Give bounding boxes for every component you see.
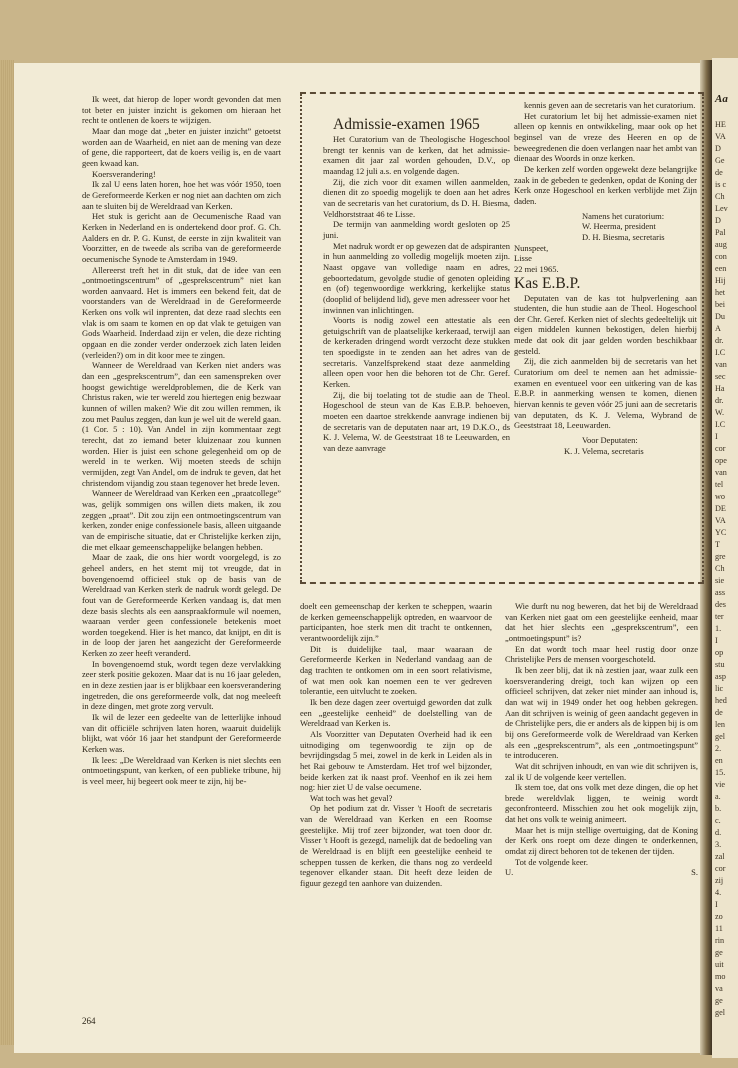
admission-exam-notice: Admissie-examen 1965 Het Curatorium van de Theologische Hogeschool brengt ter kennis van de kerken, dat het admissie-examen dit jaar zal worden gehouden, D.V., op maandag 12 juli a.s. en volgende dagen. Zij, die zich voor dit examen willen aanmelden, dienen dit zo spoedig mogelijk te doen aan het adres van de secretaris van het curatorium, ds D. H. Biesma, Veldhorststraat 46 te Lisse. De termijn van aanmelding wordt gesloten op 25 juni. Met nadruk wordt er op gewezen dat de adspiranten in hun aanmelding zo volledig mogelijk moeten zijn. Naast opgave van volledige naam en adres, geboortedatum, gevolgde studie of genoten opleiding en (of) tegenwoordige werkkring, kerkelijke status (dooplid of belijdend lid), geve men adresseer voor het inwinnen van inlichtingen. Voorts is nodig zowel een attestatie als een getuigschrift van de plaatselijke kerkeraad, terwijl aan de kerkeraden dringend wordt verzocht deze stukken ten spoedigste in te zenden aan het adres van de secretaris. Vanzelfsprekend staat deze aanmelding alleen open voor hen die behoren tot de Chr. Geref. Kerken. Zij, die bij toelating tot de studie aan de Theol. Hogeschool de steun van de Kas E.B.P. behoeven, moeten een daartoe strekkende aanvrage indienen bij de secretaris van de deputaten naar art, 19 D.K.O., ds K. J. Velema, W. de Geeststraat 18 te Leeuwarden, en van deze aanvrage bbox=[323, 116, 510, 454]
right-page-line: des bbox=[715, 600, 726, 609]
right-page-line: ge bbox=[715, 996, 723, 1005]
right-page-line: de bbox=[715, 168, 723, 177]
right-page-line: aug bbox=[715, 240, 727, 249]
right-page-line: a. bbox=[715, 792, 721, 801]
right-page-line: va bbox=[715, 984, 723, 993]
right-page-line: con bbox=[715, 252, 727, 261]
right-page-line: vie bbox=[715, 780, 726, 789]
right-page-line: Ge bbox=[715, 156, 725, 165]
right-page-line: d. bbox=[715, 828, 722, 837]
right-page-line: c. bbox=[715, 816, 721, 825]
right-page-line: het bbox=[715, 288, 726, 297]
right-page-line: ass bbox=[715, 588, 726, 597]
right-page-line: Hij bbox=[715, 276, 726, 285]
right-page-line: de bbox=[715, 708, 723, 717]
right-page-line: zo bbox=[715, 912, 723, 921]
right-page-line: tel bbox=[715, 480, 724, 489]
right-page-line: Pal bbox=[715, 228, 726, 237]
right-page-line: bei bbox=[715, 300, 726, 309]
right-page-line: ope bbox=[715, 456, 727, 465]
right-page-line: W. bbox=[715, 408, 725, 417]
article-column-3: Wie durft nu nog beweren, dat het bij de Wereldraad van Kerken niet gaat om een geestelijke eenheid, maar dat het hier slechts een „gesprekscentrum”, een „ontmoetingspunt” is? En dat wordt toch maar heel rustig door onze Christelijke Pers de mensen voorgeschoteld. Ik ben zeer blij, dat ik nà zestien jaar, waar zulk een koersverandering dreigt, toch kan wijzen op een officieel schrijven, dat zeker niet minder aan inhoud is, dan wat wij in 1949 onder het oog hebben gekregen. Aan dit schrijven is weinig of geen aandacht gegeven in de Christelijke pers, die er anders als de kippen bij is om bij ons Gereformeerde volk de Wereldraad van Kerken als een „gesprekscentrum”, als een „ontmoetingspunt” te introduceren. Wat dit schrijven inhoudt, en van wie dit schrijven is, zal ik U de volgende keer vertellen. Ik stem toe, dat ons volk met deze dingen, die op het brede wereldvlak liggen, te weinig wordt geconfronteerd. Misschien zou het ook mogelijk zijn, dat het ons volk te weinig animeert. Maar het is mijn stellige overtuiging, dat de Koning der Kerk ons roept om deze dingen te onderkennen, omdat zij direct behoren tot de tekenen der tijden. Tot de volgende keer. U. S. bbox=[505, 601, 698, 878]
right-page-line: dr. bbox=[715, 396, 724, 405]
right-page-line: sec bbox=[715, 372, 726, 381]
right-page-line: ter bbox=[715, 612, 724, 621]
kas-ebp-notice: kennis geven aan de secretaris van het curatorium. Het curatorium let bij het admissie-examen niet alleen op kennis en ontwikkeling, maar ook op het beginsel van de vreze des Heeren en op de beweegredenen die doen verlangen naar het ambt van dienaar des Woords in onze kerken. De kerken zelf worden opgewekt deze belangrijke zaak in de gebeden te gedenken, opdat de Koning der Kerk onze Hogeschool en kerken verblijde met Zijn daden. Namens het curatorium: W. Heerma, president D. H. Biesma, secretaris Nunspeet, Lisse 22 mei 1965. Kas E.B.P. Deputaten van de kas tot hulpverlening aan studenten, die hun studie aan de Theol. Hogeschool der Chr. Geref. Kerken niet of slechts gedeeltelijk uit eigen middelen kunnen bekostigen, delen hierbij mede dat ook dit jaar gelden worden beschikbaar gesteld. Zij, die zich aanmelden bij de secretaris van het Curatorium om deel te nemen aan het admissie-examen en eventueel voor een uitkering van de kas E.B.P. in aanmerking wensen te komen, dienen hiervan kennis te geven vóór 25 juni aan de secretaris van deputaten, ds K. J. Velema, Wybrand de Geeststraat 18, Leeuwarden. Voor Deputaten: K. J. Velema, secretaris bbox=[514, 100, 697, 456]
right-page-line: cor bbox=[715, 864, 726, 873]
right-page-line: sie bbox=[715, 576, 725, 585]
right-page-line: A bbox=[715, 324, 721, 333]
right-page-line: gre bbox=[715, 552, 726, 561]
right-page-line: b. bbox=[715, 804, 722, 813]
right-page-line: DE bbox=[715, 504, 726, 513]
right-page-line: ge bbox=[715, 948, 723, 957]
article-column-2: doelt een gemeenschap der kerken te scheppen, waarin de kerken gemeenschappelijk optreden, en waarvoor de participanten, hoe sterk men dit tracht te ontkennen, verantwoordelijk zijn.” Dit is duidelijke taal, maar waaraan de Gereformeerde Kerken in Nederland vandaag aan de dag trachten te ontkomen om in een soort relativisme, of wat men ook kan noemen een te ver gedreven tolerantie, een uitvlucht te zoeken. Ik ben deze dagen zeer overtuigd geworden dat zulk een „geestelijke eenheid” de doelstelling van de Wereldraad van Kerken is. Als Voorzitter van Deputaten Overheid had ik een uitnodiging om tegenwoordig te zijn op de bevrijdingsdag 5 mei, zowel in de kerk in Leiden als in het Rai gebouw te Amsterdam. Het trof wel bijzonder, beide kerken zat ik naast prof. Veenhof en ik zei hem nog: hier ziet U de valse oecumene. Wat toch was het geval? Op het podium zat dr. Visser 't Hooft de secretaris van de Wereldraad van Kerken en een Roomse geestelijke. Mij trof zeer bijzonder, wat toen door dr. Visser 't Hooft is gezegd, namelijk dat de bedoeling van de Wereldraad is en blijft een geestelijke eenheid te scheppen tussen de kerken, die thans nog zo verdeeld tegenover elkander staan. Dit heeft deze leiden de figuur gezegd ten aanhore van duizenden. bbox=[300, 601, 492, 889]
right-page-line: 1. bbox=[715, 624, 722, 633]
right-page-line: D bbox=[715, 216, 721, 225]
right-page-line: asp bbox=[715, 672, 726, 681]
right-page-line: Du bbox=[715, 312, 726, 321]
right-page-line: zal bbox=[715, 852, 725, 861]
deputaten-signature: Voor Deputaten: bbox=[582, 435, 638, 446]
right-page-line: len bbox=[715, 720, 726, 729]
right-page-line: zij bbox=[715, 876, 724, 885]
curatorium-signature: Namens het curatorium: bbox=[582, 210, 665, 221]
right-page-line: D bbox=[715, 144, 721, 153]
right-page-line: I bbox=[715, 432, 718, 441]
right-page-line: hed bbox=[715, 696, 727, 705]
right-page-line: een bbox=[715, 264, 727, 273]
right-page-line: I bbox=[715, 900, 718, 909]
right-page-line: gel bbox=[715, 1008, 726, 1017]
right-page-line: VA bbox=[715, 132, 726, 141]
right-page-line: 11 bbox=[715, 924, 723, 933]
right-page-line: HE bbox=[715, 120, 726, 129]
right-page-line: uit bbox=[715, 960, 724, 969]
right-page-line: 15. bbox=[715, 768, 726, 777]
right-page-line: YC bbox=[715, 528, 727, 537]
right-page-line: rin bbox=[715, 936, 725, 945]
right-page-line: cor bbox=[715, 444, 726, 453]
article-signature: U. S. bbox=[505, 867, 698, 878]
right-page-line: op bbox=[715, 648, 724, 657]
right-page-line: wo bbox=[715, 492, 726, 501]
right-page-line: I.C bbox=[715, 348, 726, 357]
right-page-line: lic bbox=[715, 684, 724, 693]
right-page-line: en bbox=[715, 756, 723, 765]
page-edges bbox=[0, 60, 14, 1045]
right-page-fragment bbox=[712, 58, 738, 1058]
right-page-line: van bbox=[715, 468, 727, 477]
right-page-line: stu bbox=[715, 660, 725, 669]
right-page-line: Ch bbox=[715, 564, 725, 573]
right-page-line: T bbox=[715, 540, 721, 549]
right-page-line: mo bbox=[715, 972, 726, 981]
right-page-line: 2. bbox=[715, 744, 722, 753]
page-number: 264 bbox=[82, 1016, 96, 1026]
kas-ebp-title: Kas E.B.P. bbox=[514, 274, 581, 292]
right-page-line: Ha bbox=[715, 384, 725, 393]
right-page-line: Ch bbox=[715, 192, 725, 201]
right-page-line: VA bbox=[715, 516, 726, 525]
right-page-line: I bbox=[715, 636, 718, 645]
right-page-line: I.C bbox=[715, 420, 726, 429]
article-column-1: Ik weet, dat hierop de loper wordt gevonden dat men tot beter en juister inzicht is gekomen om hieraan het recht te ontlenen de koers te wijzigen. Maar dan moge dat „beter en juister inzicht” getoetst worden aan de Waarheid, en niet aan de mening van deze of gene, die rapporteert, dat de koers veilig is, en de vaart geen kwaad kan. Koersverandering! Ik zal U eens laten horen, hoe het was vóór 1950, toen de Gereformeerde Kerken er nog niet aan dachten om zich aan te sluiten bij de Wereldraad van Kerken. Het stuk is gericht aan de Oecumenische Raad van Kerken in Nederland en is ondertekend door prof. G. Ch. Aalders en dr. P. G. Kunst, de eerste in zijn kwaliteit van Voorzitter, en de tweede als scriba van de gereformeerde oecumenische Synode te Amsterdam in 1949. Allereerst treft het in dit stuk, dat de idee van een „ontmoetingscentrum” of „gesprekscentrum” niet kan worden aanvaard. Het is immers een bekend feit, dat de voorstanders van de Wereldraad in de Gereformeerde Kerken ons volk wil inprenten, dat deze raad slechts een vlak is om saam te komen en op dat vlak te getuigen van Gods Waarheid. Inderdaad zijn er velen, die deze richting opgaan en die zonder verder onderzoek zich laten leiden (verleiden?) om in dit koor mee te zingen. Wanneer de Wereldraad van Kerken niet anders was dan een „gesprekscentrum”, dan een samenspreken over hoogst gewichtige wereldproblemen, die de Kerk van Christus raken, wie ter wereld zou hiertegen enig bezwaar kunnen of willen maken? Wie dit zou willen remmen, ik zou met Paulus zeggen, dan kun je wel uit de wereld gaan. (1 Cor. 5 : 10). Van Andel in zijn kommentaar zegt terecht, dat zo iemand beter kluizenaar zou kunnen worden. Hier is juist een schone gelegenheid om op de wereld in te werken. Wij moeten steeds de schijn vermijden, zegt Van Andel, om de indruk te geven, dat het christendom vijandig zou staan tegenover het brede leven. Wanneer de Wereldraad van Kerken een „praatcollege” was, gelijk sommigen ons willen diets maken, ik zou zeggen „praat”. Dit zou zijn een ontmoetingscentrum van kerken, zonder enige confessionele basis, alleen uitgaande van de empirische situatie, dat er Christelijke kerken zijn, die met elkaar gemeenschappelijke belangen hebben. Maar de zaak, die ons hier wordt voorgelegd, is zo geheel anders, en het stemt mij tot vreugde, dat in bovengenoemd officieel stuk op de basis van de Wereldraad van Kerken sterk de nadruk wordt gelegd. De fout van de Gereformeerde Kerken vandaag is, dat men deze basis slechts als een aanspraakformule wil noemen, waaraan verder geen confessionele betekenis moet worden toegekend. Hier is het manco, dat knijpt, en dit is in de loop der jaren het aangezicht der Gereformeerde Kerken zo zeer heeft veranderd. In bovengenoemd stuk, wordt tegen deze vervlakking zeer sterk positie gekozen. Maar dat is nu 16 jaar geleden, en in deze zestien jaar is er blijkbaar een koersverandering ingetreden, die ons gereformeerde volk, dat nog meeleeft in deze dingen, met grote zorg vervult. Ik wil de lezer een gedeelte van de letterlijke inhoud van dit officiële schrijven laten horen, waaruit duidelijk blijkt, wat vóór 16 jaar het standpunt der Gereformeerde Kerken was. Ik lees: „De Wereldraad van Kerken is niet slechts een ontmoetingspunt, van kerken, of een publieke tribune, hij is veel meer, hij begeert ook meer te zijn, hij be- bbox=[82, 94, 281, 786]
right-page-line: Lev bbox=[715, 204, 728, 213]
right-page-line: is c bbox=[715, 180, 727, 189]
right-page-line: van bbox=[715, 360, 727, 369]
right-page-line: dr. bbox=[715, 336, 724, 345]
right-page-line: 3. bbox=[715, 840, 722, 849]
admission-exam-title: Admissie-examen 1965 bbox=[333, 116, 480, 133]
right-page-line: 4. bbox=[715, 888, 722, 897]
right-page-heading: Aa bbox=[715, 93, 728, 105]
right-page-line: gel bbox=[715, 732, 726, 741]
